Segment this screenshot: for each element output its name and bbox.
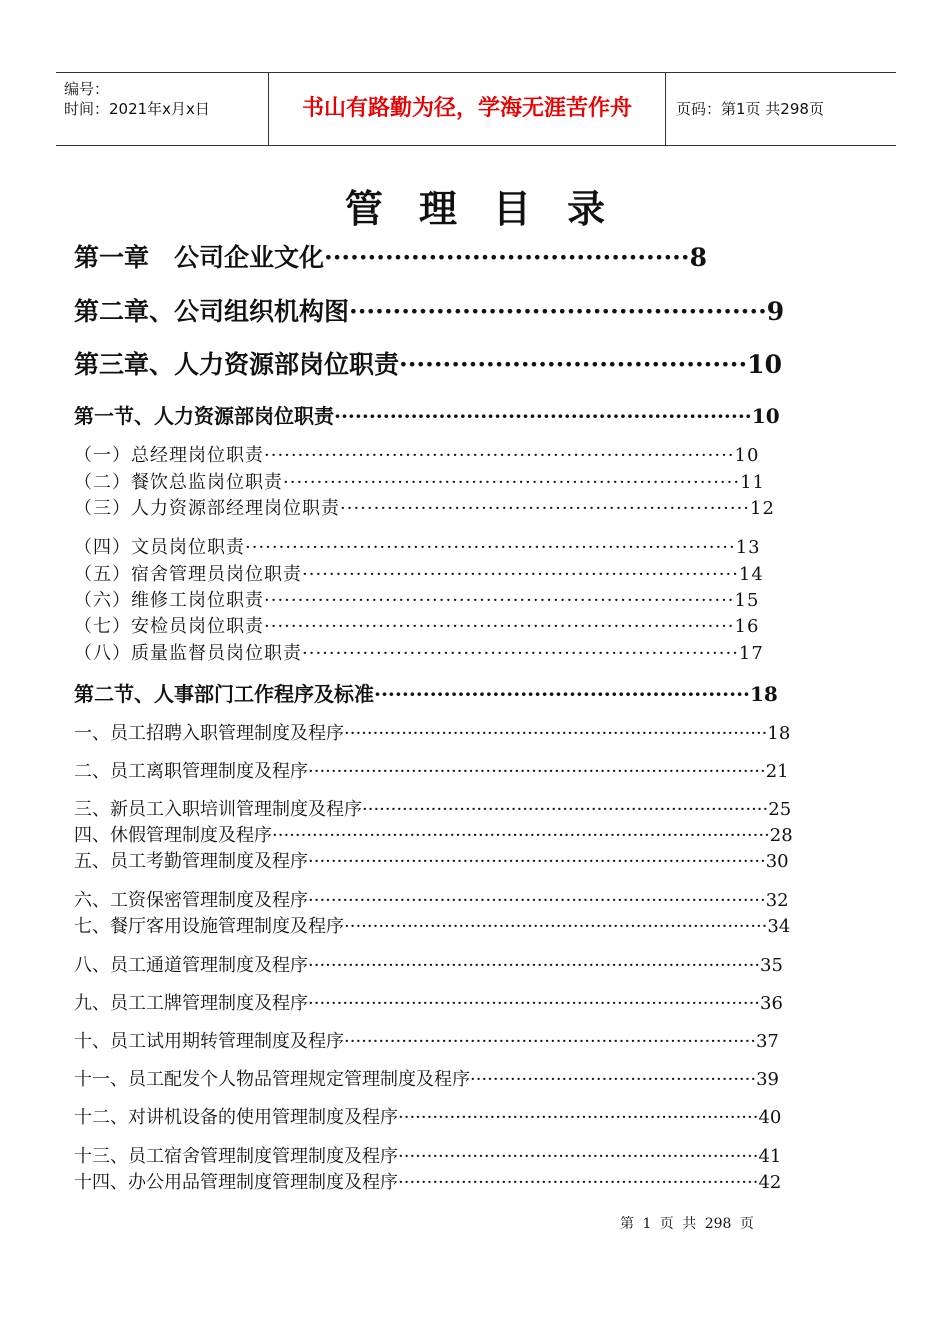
toc-entry <box>74 639 770 665</box>
toc-entry <box>74 441 770 467</box>
toc-entry-title: （三）人力资源部经理岗位职责 <box>74 498 340 519</box>
toc-leader-dots: ····························································· <box>340 498 751 519</box>
toc-page-number: 10 <box>734 445 760 466</box>
toc-page-number: 17 <box>738 643 764 664</box>
toc-entry <box>74 1065 788 1091</box>
toc-entry <box>74 989 788 1015</box>
toc-leader-dots: ······································································ <box>264 590 735 611</box>
toc-entry-title: 五、员工考勤管理制度及程序 <box>74 851 308 872</box>
toc-entry <box>74 1027 788 1053</box>
toc-entry <box>74 1103 788 1129</box>
toc-page-number: 18 <box>750 682 778 706</box>
toc-page-number: 37 <box>755 1031 779 1052</box>
toc-entry <box>74 468 770 494</box>
document-time-label: 时间：2021年x月x日 <box>64 100 210 118</box>
toc-leader-dots: ················································································ <box>308 851 766 872</box>
toc-entry <box>74 400 788 429</box>
toc-page-number: 8 <box>689 243 707 272</box>
toc-page-number: 40 <box>758 1107 782 1128</box>
toc-entry <box>74 678 788 707</box>
toc-entry-title: 八、员工通道管理制度及程序 <box>74 955 308 976</box>
toc-entry-title: 十、员工试用期转管理制度及程序 <box>74 1031 344 1052</box>
toc-entry-title: 十二、对讲机设备的使用管理制度及程序 <box>74 1107 398 1128</box>
toc-leader-dots: ··············································································· <box>308 955 761 976</box>
toc-page-number: 42 <box>758 1172 782 1193</box>
toc-entry-title: 十一、员工配发个人物品管理规定管理制度及程序 <box>74 1069 470 1090</box>
toc-entry-title: 六、工资保密管理制度及程序 <box>74 890 308 911</box>
toc-entry <box>74 533 770 559</box>
toc-entry <box>74 292 794 328</box>
toc-entry <box>74 1142 788 1168</box>
toc-leader-dots: ···································································· <box>283 472 741 493</box>
page-title: 管理目录 <box>344 186 642 231</box>
toc-leader-dots: ······················································ <box>374 682 750 706</box>
toc-entry-title: （七）安检员岗位职责 <box>74 616 264 637</box>
toc-leader-dots: ···························································· <box>334 404 752 428</box>
toc-leader-dots: ······································································· <box>362 799 769 820</box>
toc-entry <box>74 886 798 912</box>
toc-entry-title: 十四、办公用品管理制度管理制度及程序 <box>74 1172 398 1193</box>
toc-entry-title: 九、员工工牌管理制度及程序 <box>74 993 308 1014</box>
header-meta <box>64 79 274 119</box>
header-page-info: 页码：第1页 共298页 <box>676 100 824 118</box>
toc-entry-title: 第三章、人力资源部岗位职责 <box>74 350 400 379</box>
toc-entry-title: （四）文员岗位职责 <box>74 537 245 558</box>
toc-entry-title: 第一节、人力资源部岗位职责 <box>74 404 334 428</box>
toc-page-number: 11 <box>740 472 765 493</box>
toc-leader-dots: ······················································································· <box>272 825 770 846</box>
toc-entry <box>74 560 770 586</box>
toc-entry <box>74 757 798 783</box>
toc-entry <box>74 951 788 977</box>
toc-leader-dots: ······································································ <box>264 616 735 637</box>
toc-leader-dots: ······························································· <box>398 1172 759 1193</box>
toc-page-number: 41 <box>758 1146 782 1167</box>
toc-leader-dots: ································································· <box>302 564 739 585</box>
toc-page-number: 10 <box>751 404 780 428</box>
toc-page-number: 34 <box>767 916 791 937</box>
toc-entry <box>74 494 780 520</box>
toc-entry <box>74 847 798 873</box>
toc-entry-title: （六）维修工岗位职责 <box>74 590 264 611</box>
toc-leader-dots: ······························································· <box>398 1107 759 1128</box>
toc-entry-title: 一、员工招聘入职管理制度及程序 <box>74 723 344 744</box>
toc-entry-title: （八）质量监督员岗位职责 <box>74 643 302 664</box>
toc-entry <box>74 612 770 638</box>
toc-entry <box>74 912 798 938</box>
toc-entry-title: 七、餐厅客用设施管理制度及程序 <box>74 916 344 937</box>
toc-entry-title: 四、休假管理制度及程序 <box>74 825 272 846</box>
toc-entry-title: 第二节、人事部门工作程序及标准 <box>74 682 374 706</box>
toc-page-number: 13 <box>735 537 761 558</box>
toc-entry-title: 十三、员工宿舍管理制度管理制度及程序 <box>74 1146 398 1167</box>
toc-page-number: 36 <box>760 993 783 1014</box>
toc-leader-dots: ········································································· <box>245 537 736 558</box>
toc-entry-title: 三、新员工入职培训管理制度及程序 <box>74 799 362 820</box>
toc-entry <box>74 821 798 847</box>
toc-entry-title: 二、员工离职管理制度及程序 <box>74 761 308 782</box>
toc-page-number: 25 <box>768 799 792 820</box>
page-header <box>56 72 896 146</box>
toc-entry <box>74 238 714 274</box>
toc-page-number: 14 <box>738 564 764 585</box>
toc-page-number: 28 <box>769 825 793 846</box>
toc-entry <box>74 586 770 612</box>
toc-page-number: 35 <box>760 955 783 976</box>
toc-page-number: 10 <box>747 350 782 379</box>
toc-page-number: 39 <box>756 1069 779 1090</box>
toc-leader-dots: ································································· <box>302 643 739 664</box>
toc-page-number: 15 <box>734 590 760 611</box>
toc-entry-title: （五）宿舍管理员岗位职责 <box>74 564 302 585</box>
toc-entry <box>74 345 794 381</box>
toc-leader-dots: ················································································ <box>308 761 766 782</box>
toc-entry-title: （二）餐饮总监岗位职责 <box>74 472 283 493</box>
toc-entry <box>74 719 798 745</box>
toc-leader-dots: ················································ <box>349 297 767 326</box>
toc-page-number: 21 <box>765 761 789 782</box>
toc-entry-title: 第二章、公司组织机构图 <box>74 297 350 326</box>
toc-leader-dots: ·········································· <box>324 243 690 272</box>
toc-page-number: 18 <box>767 723 791 744</box>
toc-leader-dots: ·········································································· <box>344 723 768 744</box>
toc-leader-dots: ········································ <box>399 350 748 379</box>
toc-entry-title: （一）总经理岗位职责 <box>74 445 264 466</box>
toc-page-number: 32 <box>765 890 789 911</box>
toc-page-number: 12 <box>750 498 775 519</box>
toc-page-number: 30 <box>765 851 789 872</box>
toc-entry-title: 第一章 公司企业文化 <box>74 243 325 272</box>
toc-leader-dots: ······························································· <box>398 1146 759 1167</box>
toc-leader-dots: ··············································································· <box>308 993 761 1014</box>
toc-leader-dots: ········································································ <box>344 1031 756 1052</box>
toc-page-number: 16 <box>734 616 760 637</box>
toc-leader-dots: ················································································ <box>308 890 766 911</box>
header-divider <box>665 73 666 145</box>
document-number-label: 编号： <box>64 80 110 98</box>
toc-leader-dots: ······································································ <box>264 445 735 466</box>
header-motto: 书山有路勤为径，学海无涯苦作舟 <box>301 96 632 121</box>
toc-entry <box>74 795 798 821</box>
page-footer: 第 1 页 共 298 页 <box>620 1216 754 1232</box>
toc-entry <box>74 1168 788 1194</box>
toc-leader-dots: ·················································· <box>470 1069 757 1090</box>
toc-page-number: 9 <box>766 297 785 326</box>
toc-leader-dots: ·········································································· <box>344 916 768 937</box>
